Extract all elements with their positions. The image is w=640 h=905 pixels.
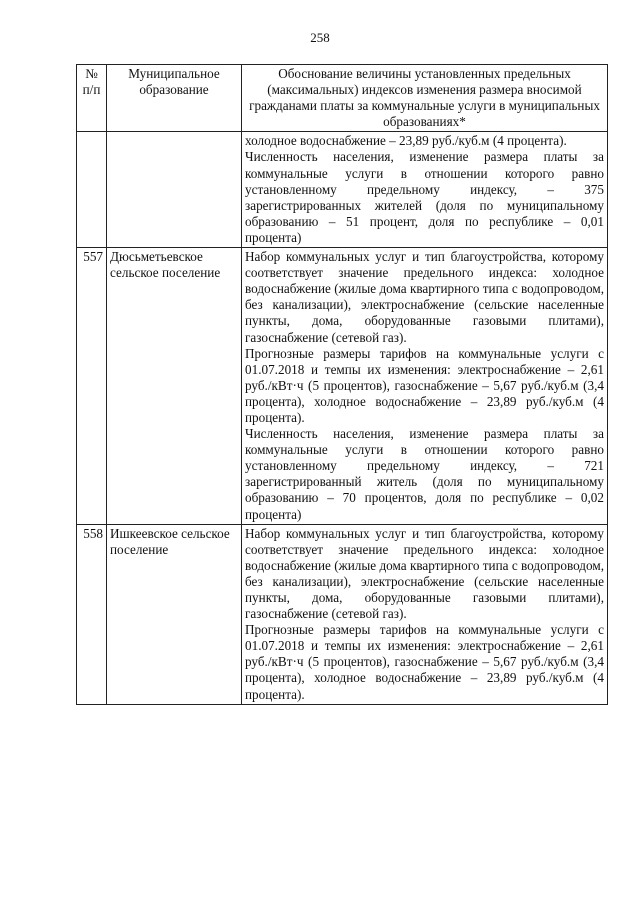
justification-paragraph: Набор коммунальных услуг и тип благоустройства, которому соответствует значение предельного индекса: холодное водоснабжение (жилые дома квартирного типа с водопроводом, без канализации), электроснабжение (сельские населенные пункты, дома, оборудованные газовыми плитами), газоснабжение (сетевой газ). <box>245 249 604 345</box>
table-row <box>77 248 608 525</box>
justification-paragraph: Прогнозные размеры тарифов на коммунальные услуги с 01.07.2018 и темпы их изменения: электроснабжение – 2,61 руб./кВт·ч (5 процентов), газоснабжение – 5,67 руб./куб.м (3,4 процента), холодное водоснабжение – 23,89 руб./куб.м (4 процента). <box>245 622 604 702</box>
justification-paragraph: Численность населения, изменение размера платы за коммунальные услуги в отношении которого равно установленному предельному индексу, – 721 зарегистрированный житель (доля по муниципальному образованию – 70 процентов, доля по республике – 0,02 процента) <box>245 426 604 522</box>
justification-paragraph: Набор коммунальных услуг и тип благоустройства, которому соответствует значение предельного индекса: холодное водоснабжение (жилые дома квартирного типа с водопроводом, без канализации), электроснабжение (сельские населенные пункты, дома, оборудованные газовыми плитами), газоснабжение (сетевой газ). <box>245 525 604 622</box>
row-municipality: Ишкеевское сельское поселение <box>107 524 242 704</box>
justification-paragraph: холодное водоснабжение – 23,89 руб./куб.м (4 процента). <box>245 133 567 149</box>
row-num: 557 <box>77 248 107 525</box>
page-number: 258 <box>310 30 330 45</box>
row-justification <box>242 524 608 704</box>
row-municipality: Дюсьметьевское сельское поселение <box>107 248 242 525</box>
header-municipality: Муниципальное образование <box>107 65 242 132</box>
row-municipality <box>107 132 242 248</box>
table-row <box>77 524 608 704</box>
justification-paragraph: Численность населения, изменение размера платы за коммунальные услуги в отношении которого равно установленному предельному индексу, – 375 зарегистрированных жителей (доля по муниципальному образованию – 51 процент, доля по республике – 0,01 процента) <box>245 149 604 245</box>
row-num: 558 <box>77 524 107 704</box>
table-row <box>77 132 608 248</box>
table-header-row <box>77 65 608 132</box>
row-justification <box>242 132 608 248</box>
header-justification: Обоснование величины установленных предельных (максимальных) индексов изменения размера вносимой гражданами платы за коммунальные услуги в муниципальных образованиях* <box>242 65 608 132</box>
tariff-justification-table <box>76 64 608 705</box>
justification-paragraph: Прогнозные размеры тарифов на коммунальные услуги с 01.07.2018 и темпы их изменения: электроснабжение – 2,61 руб./кВт·ч (5 процентов), газоснабжение – 5,67 руб./куб.м (3,4 процента), холодное водоснабжение – 23,89 руб./куб.м (4 процента). <box>245 345 604 425</box>
row-num <box>77 132 107 248</box>
row-justification <box>242 248 608 525</box>
header-num: № п/п <box>77 65 107 132</box>
